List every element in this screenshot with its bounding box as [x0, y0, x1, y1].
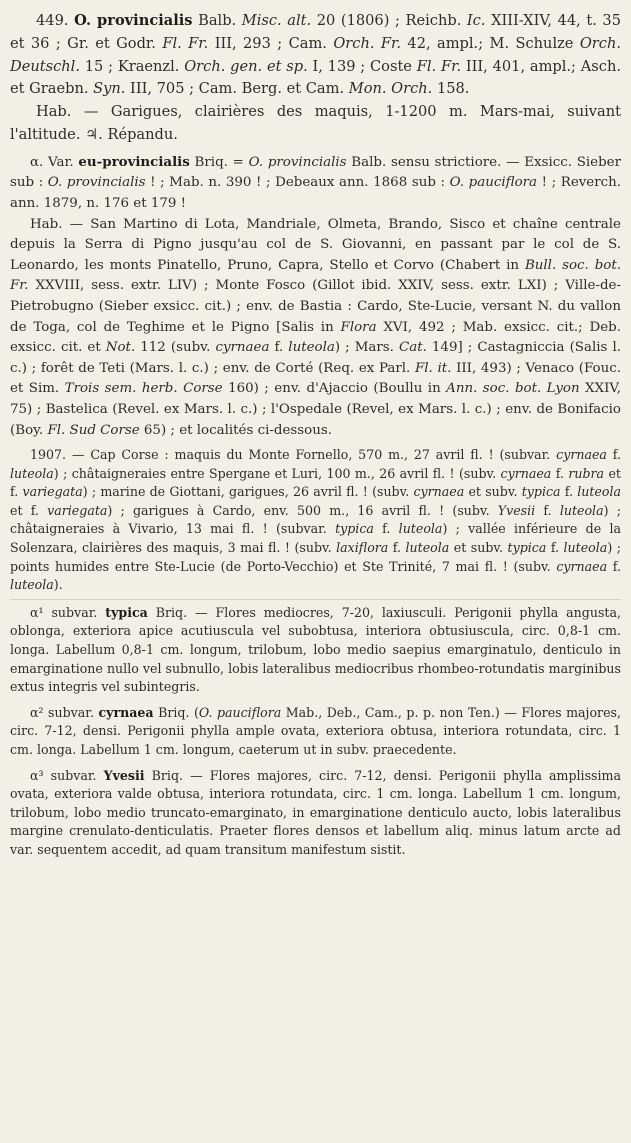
- variety-lead: α. Var.: [30, 154, 79, 170]
- citation-text: III, 705 ; Cam. Berg. et Cam.: [125, 80, 349, 98]
- italic-run: variegata: [22, 484, 83, 500]
- italic-run: Fl. Sud Corse: [47, 422, 140, 438]
- text-run: XXIV, 75) ; Bastelica (Revel. ex Mars. l. c.) ; l'Ospedale (Revel, ex Mars. l. c.) ; env. de Bonifacio (Boy.: [10, 381, 621, 438]
- italic-run: luteola: [559, 502, 604, 518]
- habitat-paragraph: Hab. — Garigues, clairières des maquis, 1-1200 m. Mars-mai, suivant l'altitude. ♃. Répandu.: [10, 103, 621, 143]
- text-run: et subv.: [464, 484, 522, 500]
- variety-paragraph: [10, 152, 621, 215]
- text-run: 160) ; env. d'Ajaccio (Boullu in: [222, 381, 447, 397]
- text-run: ) ; châtaigneraies à Vivario, 13 mai fl. ! (subvar.: [10, 502, 621, 537]
- text-run: 65) ; et localités ci-dessous.: [139, 422, 332, 438]
- subvar-lead: α² subvar.: [30, 704, 99, 720]
- text-run: ) ; garigues à Cardo, env. 500 m., 16 avril fl. ! (subv.: [107, 502, 498, 518]
- italic-run: variegata: [47, 502, 108, 518]
- italic-run: Trois sem. herb. Corse: [64, 381, 223, 397]
- italic-run: laxiflora: [336, 540, 389, 556]
- text-run: ) ; points humides entre Ste-Lucie (de Porto-Vecchio) et Ste Trinité, 7 mai fl. ! (subv.: [10, 540, 621, 574]
- text-run: et subv.: [449, 540, 508, 556]
- text-run: f.: [535, 502, 560, 518]
- text-run: f.: [373, 521, 399, 537]
- italic-run: Fl. it.: [414, 360, 452, 376]
- italic-run: O. pauciflora: [198, 704, 282, 720]
- text-run: 149] ; Castagniccia (Salis l. c.) ; forêt de Teti (Mars. l. c.) ; env. de Corté (Req. ex Parl.: [10, 340, 621, 376]
- subvar-yvesii: [10, 767, 621, 860]
- italic-run: typica: [507, 540, 547, 556]
- species-entry: [10, 10, 621, 101]
- observations-1907: [10, 446, 621, 595]
- citation-text: 15 ; Kraenzl.: [79, 57, 185, 75]
- subvar-typica: [10, 604, 621, 697]
- italic-run: O. pauciflora: [449, 175, 538, 191]
- text-run: Briq. — Flores majores, circ. 7-12, densi. Perigonii phylla amplissima ovata, exteriora valde obtusa, interiora rotundata, circ. 1 cm. longa. Labellum 1 cm. longum, trilobum, lobo medio truncato-emarginato, in emarginatione denticulo aucto, lobis lateralibus margine crenulato-denticulatis. Praeter flores densos et labellum aliq. minus latum arcte ad var. sequentem accedit, ad quam transitum manifestum sistit.: [10, 767, 621, 857]
- entry-number: 449.: [36, 12, 69, 29]
- citation-title: Mon. Orch.: [348, 80, 433, 98]
- text-run: Mab., Deb., Cam., p. p. non Ten.) — Flores majores, circ. 7-12, densi. Perigonii phylla ample ovata, exteriora obtusa, interiora rotundata, circ. 1 cm. longa. Labellum 1 cm. longum, caeterum ut in subv. praecedente.: [10, 704, 621, 757]
- text-run: f.: [560, 484, 578, 500]
- italic-run: luteola: [405, 540, 450, 556]
- italic-run: O. provincialis: [248, 154, 347, 170]
- variety-name: eu-provincialis: [78, 153, 190, 170]
- italic-run: cyrnaea: [500, 465, 552, 481]
- citation-title: Misc. alt.: [241, 12, 312, 29]
- italic-run: luteola: [10, 465, 54, 481]
- subvar-name: Yvesii: [103, 767, 145, 783]
- citation-text: XIII-XIV, 44, t. 35 et 36 ; Gr. et Godr.: [10, 12, 621, 52]
- text-run: f.: [388, 540, 406, 556]
- species-name: O. provincialis: [74, 12, 193, 29]
- text-run: ) ; Mars.: [334, 340, 399, 356]
- subvar-name: cyrnaea: [98, 704, 154, 720]
- variety-habitat-paragraph: [10, 215, 621, 442]
- text-run: et f.: [10, 502, 48, 518]
- text-run: f.: [551, 465, 569, 481]
- text-run: Balb. sensu strictiore. — Exsicc. Sieber sub :: [10, 154, 622, 191]
- citation-text: 158.: [432, 80, 470, 98]
- text-run: ! ; Mab. n. 390 ! ; Debeaux ann. 1868 sub :: [145, 175, 450, 191]
- text-run: XVI, 492 ; Mab. exsicc. cit.; Deb. exsicc. cit. et: [10, 319, 621, 356]
- text-run: 1907. — Cap Corse : maquis du Monte Fornello, 570 m., 27 avril fl. ! (subvar.: [30, 447, 557, 463]
- italic-run: cyrnaea: [556, 558, 608, 574]
- text-run: ) ; châtaigneraies entre Spergane et Luri, 100 m., 26 avril fl. ! (subv.: [53, 465, 501, 481]
- subvar-cyrnaea: [10, 704, 621, 760]
- text-run: ! ; Reverch. ann. 1879, n. 176 et 179 !: [10, 175, 622, 211]
- italic-run: rubra: [568, 465, 605, 481]
- text-run: ).: [53, 577, 63, 593]
- italic-run: luteola: [563, 540, 608, 556]
- text-run: ) ; marine de Giottani, garigues, 26 avril fl. ! (subv.: [82, 484, 414, 500]
- citation-text: 20 (1806) ; Reichb.: [311, 12, 467, 29]
- citation-text: III, 293 ; Cam.: [208, 34, 334, 52]
- subvar-lead: α¹ subvar.: [30, 604, 106, 620]
- section-divider: [10, 599, 621, 600]
- italic-run: Flora: [340, 319, 377, 335]
- citation-title: Orch. Fr.: [333, 34, 402, 52]
- citation-text: III, 401, ampl.; Asch. et Graebn.: [10, 57, 621, 98]
- subvar-lead: α³ subvar.: [30, 767, 104, 783]
- text-run: ) ; vallée inférieure de la Solenzara, clairières des maquis, 3 mai fl. ! (subv.: [10, 521, 621, 556]
- italic-run: luteola: [10, 577, 54, 593]
- text-run: 112 (subv.: [135, 340, 216, 356]
- italic-run: cyrnaea: [413, 484, 465, 500]
- citation-text: 42, ampl.; M. Schulze: [401, 34, 580, 52]
- italic-run: luteola: [398, 521, 443, 537]
- citation-text: Balb.: [192, 12, 242, 29]
- citation-title: Ic.: [466, 12, 486, 29]
- text-run: Briq. (: [153, 704, 199, 720]
- text-run: Hab. — San Martino di Lota, Mandriale, Olmeta, Brando, Sisco et chaîne centrale depuis la Serra di Pigno jusqu'au col de S. Giovanni, en passant par le col de S. Leonardo, les monts Pinatello, Pruno, Capra, Stello et Corvo (Chabert in: [10, 216, 621, 273]
- italic-run: O. provincialis: [47, 175, 146, 191]
- citation-title: Fl. Fr.: [162, 34, 209, 52]
- text-run: f.: [269, 340, 289, 356]
- italic-run: typica: [335, 521, 374, 537]
- italic-run: luteola: [288, 340, 335, 356]
- text-run: f.: [606, 447, 622, 463]
- citation-text: I, 139 ; Coste: [307, 57, 417, 75]
- subvar-name: typica: [105, 604, 148, 620]
- citation-title: Orch. gen. et sp.: [184, 57, 308, 75]
- italic-run: Bull. soc. bot. Fr.: [10, 257, 621, 294]
- text-run: Briq. — Flores mediocres, 7-20, laxiusculi. Perigonii phylla angusta, oblonga, exteriora apice acutiuscula vel subobtusa, interiora obtusiuscula, circ. 0,8-1 cm. longa. Labellum 0,8-1 cm. longum, trilobum, lobo medio saepius emarginatulo, denticulo in emarginatione nullo vel subnullo, lobis lateralibus mediocribus rhombeo-rotundatis marginibus extus integris vel subintegris.: [10, 604, 621, 695]
- italic-run: Ann. soc. bot. Lyon: [446, 381, 580, 397]
- text-run: et f.: [10, 465, 621, 500]
- italic-run: Cat.: [398, 340, 427, 356]
- text-run: III, 493) ; Venaco (Fouc. et Sim.: [10, 360, 621, 397]
- italic-run: cyrnaea: [215, 340, 270, 356]
- italic-run: Not.: [105, 340, 136, 356]
- italic-run: Yvesii: [497, 502, 536, 518]
- citation-title: Syn.: [93, 80, 126, 98]
- text-run: Briq. =: [189, 154, 249, 170]
- text-run: f.: [546, 540, 564, 556]
- italic-run: luteola: [577, 484, 621, 500]
- italic-run: cyrnaea: [556, 447, 607, 463]
- text-run: f.: [607, 558, 622, 574]
- text-run: XXVIII, sess. extr. LIV) ; Monte Fosco (Gillot ibid. XXIV, sess. extr. LXI) ; Ville-de-Pietrobugno (Sieber exsicc. cit.) ; env. de Bastia : Cardo, Ste-Lucie, versant N. du vallon de Toga, col de Teghime et le Pigno [Salis in: [10, 278, 621, 335]
- italic-run: typica: [521, 484, 561, 500]
- citation-title: Orch. Deutschl.: [10, 34, 621, 75]
- citation-title: Fl. Fr.: [416, 57, 462, 75]
